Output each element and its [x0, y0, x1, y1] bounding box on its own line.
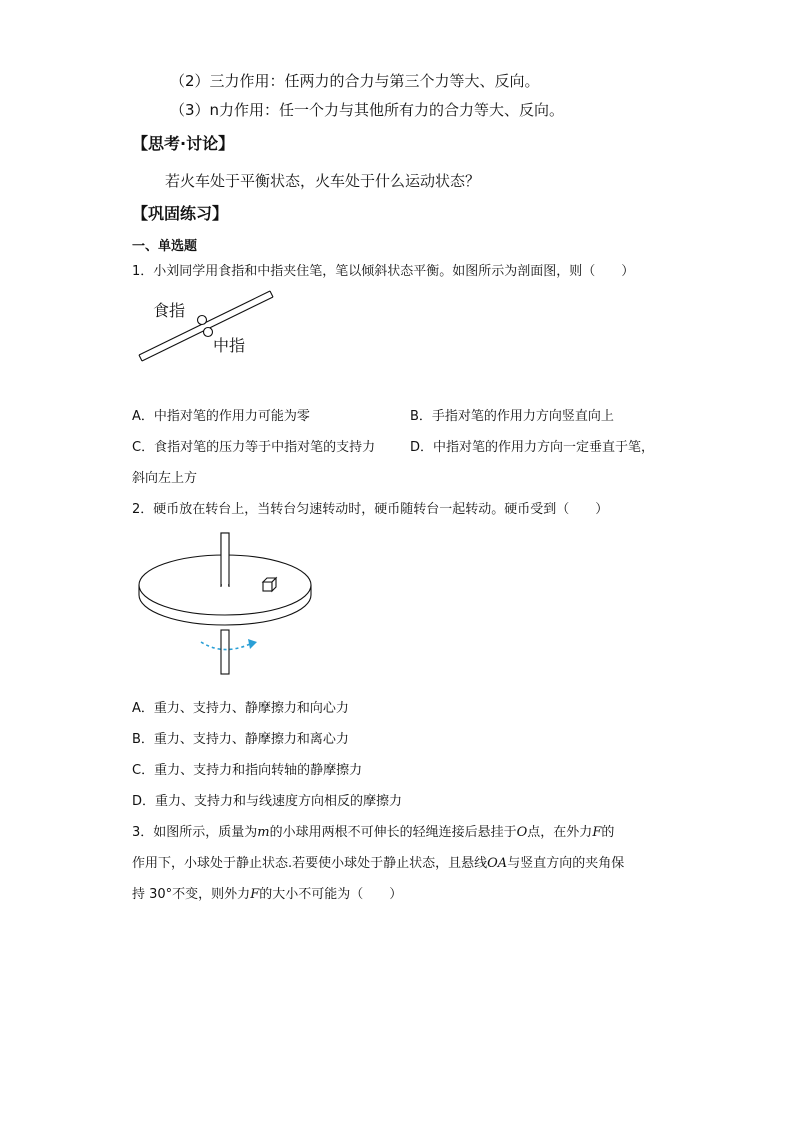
think-discuss-heading: 【思考·讨论】 — [132, 134, 235, 153]
q1-stem: 1．小刘同学用食指和中指夹住笔，笔以倾斜状态平衡。如图所示为剖面图，则（ ） — [132, 264, 635, 279]
q3-text: 作用下，小球处于静止状态.若要使小球处于静止状态，且悬线 — [132, 856, 488, 871]
q3-var-f: F — [250, 887, 260, 902]
q3-var-f: F — [592, 825, 602, 840]
q3-text: 点，在外力 — [527, 825, 593, 840]
q3-var-o: O — [516, 825, 528, 840]
q3-text: 的大小不可能为（ ） — [259, 887, 403, 902]
coin-block — [263, 578, 276, 591]
label-middle-finger: 中指 — [213, 336, 246, 355]
text-line-n-forces: （3）n力作用：任一个力与其他所有力的合力等大、反向。 — [170, 101, 565, 119]
q1-option-c[interactable]: C．食指对笔的压力等于中指对笔的支持力 — [132, 440, 376, 455]
q3-stem-line3 — [132, 883, 402, 902]
q2-option-a[interactable]: A．重力、支持力、静摩擦力和向心力 — [132, 701, 349, 716]
q1-option-d[interactable]: D．中指对笔的作用力方向一定垂直于笔， — [410, 440, 655, 455]
q3-stem-line2 — [132, 852, 624, 871]
q2-turntable-figure — [135, 530, 320, 678]
q1-option-b[interactable]: B．手指对笔的作用力方向竖直向上 — [410, 409, 614, 424]
axle-bottom — [221, 630, 229, 674]
q1-option-d-continued: 斜向左上方 — [132, 471, 198, 486]
q3-stem-line1 — [132, 821, 614, 840]
q3-var-oa: OA — [487, 856, 508, 871]
rotation-arrow-head — [248, 639, 257, 649]
q1-option-a[interactable]: A．中指对笔的作用力可能为零 — [132, 409, 310, 424]
q3-text: 持 30°不变，则外力 — [132, 887, 251, 902]
q2-option-c[interactable]: C．重力、支持力和指向转轴的静摩擦力 — [132, 763, 363, 778]
middle-finger-contact — [204, 328, 213, 337]
text-line-three-forces: （2）三力作用：任两力的合力与第三个力等大、反向。 — [170, 72, 540, 90]
q3-var-m: m — [257, 825, 270, 840]
think-question: 若火车处于平衡状态，火车处于什么运动状态？ — [165, 172, 481, 190]
index-finger-contact — [198, 316, 207, 325]
q3-text: 与竖直方向的夹角保 — [507, 856, 625, 871]
section-single-choice: 一、单选题 — [132, 239, 198, 254]
practice-heading: 【巩固练习】 — [132, 204, 229, 223]
q3-text: 的 — [601, 825, 615, 840]
q2-option-b[interactable]: B．重力、支持力、静摩擦力和离心力 — [132, 732, 349, 747]
q3-text: 的小球用两根不可伸长的轻绳连接后悬挂于 — [269, 825, 517, 840]
label-index-finger: 食指 — [153, 301, 186, 320]
q2-option-d[interactable]: D．重力、支持力和与线速度方向相反的摩擦力 — [132, 794, 403, 809]
q2-stem: 2．硬币放在转台上，当转台匀速转动时，硬币随转台一起转动。硬币受到（ ） — [132, 502, 609, 517]
q3-text: 3．如图所示，质量为 — [132, 825, 258, 840]
